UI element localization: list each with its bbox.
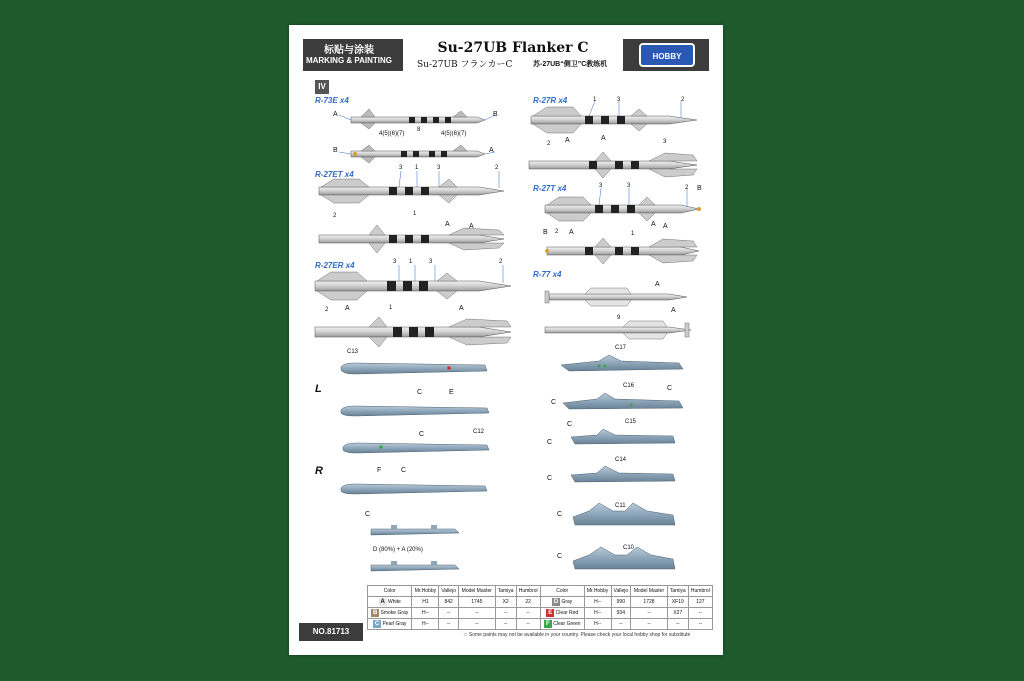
paint-mix-label: D (80%) + A (20%): [373, 547, 423, 553]
aircraft-subtitle-cn: 苏-27UB“侧卫”C教练机: [533, 61, 608, 68]
color-name: Clear Green: [553, 621, 581, 627]
color-cell: [540, 608, 584, 619]
group-label-r27r: R-27R x4: [533, 96, 568, 105]
humbrol-code: --: [688, 619, 712, 630]
header-mrhobby: Mr.Hobby: [412, 586, 439, 597]
color-name: Pearl Gray: [382, 621, 407, 627]
humbrol-code: --: [688, 608, 712, 619]
marker-3: 3: [437, 165, 441, 171]
missile-r27r-bottom: [529, 152, 697, 178]
marker-a: A: [565, 137, 570, 144]
marker-c: C: [567, 421, 573, 428]
header-modelmaster: Model Master: [631, 586, 668, 597]
part-label-c10: C10: [623, 545, 635, 551]
launcher-c17: [561, 355, 683, 371]
marker-9: 9: [617, 315, 621, 321]
vallejo-code: --: [611, 619, 631, 630]
marker-1: 1: [409, 259, 413, 265]
missile-r27et-top: [319, 179, 504, 203]
launcher-c14: [571, 466, 675, 482]
color-cell: [540, 597, 584, 608]
availability-note: ☆ Some paints may not be available in your country. Please check your local hobby shop for substitute: [463, 632, 691, 638]
marker-a: A: [459, 305, 464, 312]
side-right-label: R: [315, 465, 323, 477]
marker-c: C: [557, 553, 563, 560]
header-vallejo: Vallejo: [439, 586, 459, 597]
instruction-sheet: [289, 25, 723, 655]
modelmaster-code: --: [458, 619, 495, 630]
missile-r27t-bottom: [545, 238, 699, 264]
part-label-c13: C13: [347, 349, 359, 355]
marker-c: C: [667, 385, 673, 392]
mrhobby-code: H1: [412, 597, 439, 608]
marker-a: A: [345, 305, 350, 312]
header-tamiya: Tamiya: [495, 586, 516, 597]
marker-a: A: [651, 221, 656, 228]
marker-a: A: [671, 307, 676, 314]
color-cell: [368, 597, 412, 608]
part-label-c16: C16: [623, 383, 635, 389]
marker-a: A: [333, 111, 338, 118]
color-name: Smoke Gray: [380, 610, 409, 616]
marker-c: C: [547, 439, 553, 446]
tamiya-code: --: [667, 619, 688, 630]
parts-illustration: [289, 25, 723, 655]
marker-1: 1: [631, 231, 635, 237]
header-vallejo: Vallejo: [611, 586, 631, 597]
marker-2: 2: [333, 213, 337, 219]
tamiya-code: XF19: [667, 597, 688, 608]
modelmaster-code: 1745: [458, 597, 495, 608]
part-label-c12: C12: [473, 429, 485, 435]
marker-c: C: [365, 511, 371, 518]
marker-2: 2: [495, 165, 499, 171]
tamiya-code: --: [495, 619, 516, 630]
color-swatch: A: [380, 599, 385, 605]
humbrol-code: --: [516, 619, 540, 630]
header-tamiya: Tamiya: [667, 586, 688, 597]
part-label-c15: C15: [625, 419, 637, 425]
color-swatch: F: [544, 620, 552, 628]
marker-3: 3: [599, 183, 603, 189]
marker-b: B: [493, 111, 498, 118]
marker-3: 3: [617, 97, 621, 103]
group-label-r27er: R-27ER x4: [315, 261, 355, 270]
marker-c: C: [551, 399, 557, 406]
marker-c: C: [417, 389, 423, 396]
modelmaster-code: --: [458, 608, 495, 619]
group-label-r27t: R-27T x4: [533, 184, 567, 193]
part-label-c11: C11: [615, 503, 626, 509]
vallejo-code: --: [439, 608, 459, 619]
launcher-c16: [563, 393, 683, 409]
missile-r27et-bottom: [319, 225, 504, 253]
marker-2: 2: [685, 185, 689, 191]
rail-upper: [371, 525, 459, 535]
part-label-c14: C14: [615, 457, 627, 463]
tamiya-code: X2: [495, 597, 516, 608]
marker-b: B: [333, 147, 338, 154]
group-label-r73e: R-73E x4: [315, 96, 349, 105]
section-title-cn: 标贴与涂装: [324, 45, 374, 56]
launcher-c15: [571, 429, 675, 444]
mrhobby-code: H--: [412, 608, 439, 619]
group-label-r27et: R-27ET x4: [315, 170, 354, 179]
modelmaster-code: 1728: [631, 597, 668, 608]
header-mrhobby: Mr.Hobby: [584, 586, 611, 597]
color-name: Clear Red: [555, 610, 579, 616]
missile-r77-bottom: [545, 321, 691, 339]
modelmaster-code: --: [631, 619, 668, 630]
paint-table: [367, 585, 713, 630]
kit-number-badge: NO.81713: [299, 623, 363, 641]
missile-r27er-bottom: [315, 317, 511, 347]
marker-a: A: [655, 281, 660, 288]
color-cell: [368, 608, 412, 619]
marker-4567-b: 4(5)(6)(7): [441, 131, 467, 137]
marker-1: 1: [415, 165, 419, 171]
marker-3: 3: [627, 183, 631, 189]
marker-3: 3: [429, 259, 433, 265]
header-humbrol: Humbrol: [688, 586, 712, 597]
marker-a: A: [469, 223, 474, 230]
missile-r27r-top: [531, 107, 697, 133]
group-label-r77: R-77 x4: [533, 270, 562, 279]
vallejo-code: 990: [611, 597, 631, 608]
color-swatch: B: [372, 610, 378, 616]
marker-2: 2: [555, 229, 559, 235]
marker-3: 3: [663, 139, 667, 145]
marker-a: A: [569, 229, 574, 236]
marker-2: 2: [499, 259, 503, 265]
header-modelmaster: Model Master: [458, 586, 495, 597]
humbrol-code: 22: [516, 597, 540, 608]
color-name: Gray: [561, 599, 573, 605]
missile-r27t-top: [545, 197, 701, 221]
marker-a: A: [663, 223, 668, 230]
marker-f: F: [377, 467, 382, 474]
marker-1: 1: [593, 97, 597, 103]
mrhobby-code: H--: [584, 608, 611, 619]
section-title-en: MARKING & PAINTING: [305, 56, 393, 65]
marker-1: 1: [413, 211, 417, 217]
color-name: White: [388, 599, 401, 605]
missile-r27er-top: [315, 272, 511, 300]
mrhobby-code: H--: [412, 619, 439, 630]
tamiya-code: X27: [667, 608, 688, 619]
header-color: Color: [540, 586, 584, 597]
marker-c: C: [419, 431, 425, 438]
table-row: [368, 597, 713, 608]
humbrol-code: 127: [688, 597, 712, 608]
marker-c: C: [401, 467, 407, 474]
missile-r73e-top: [351, 109, 485, 129]
marker-4567: 4(5)(6)(7): [379, 131, 405, 137]
marker-3: 3: [393, 259, 397, 265]
pylon-c12: [343, 443, 489, 453]
table-header-row: [368, 586, 713, 597]
marker-3: 3: [399, 165, 403, 171]
modelmaster-code: --: [631, 608, 668, 619]
side-left-label: L: [315, 383, 322, 395]
vallejo-code: --: [439, 619, 459, 630]
pylon-right-mid: [341, 484, 487, 494]
marker-2: 2: [547, 141, 551, 147]
table-row: [368, 619, 713, 630]
mrhobby-code: H--: [584, 619, 611, 630]
missile-r73e-bottom: [351, 145, 485, 163]
marker-2: 2: [325, 307, 329, 313]
marker-1: 1: [389, 305, 393, 311]
marker-a: A: [489, 147, 494, 154]
header-humbrol: Humbrol: [516, 586, 540, 597]
aircraft-title: Su-27UB Flanker C: [437, 40, 589, 56]
part-label-c17: C17: [615, 345, 627, 351]
pylon-c13: [341, 363, 487, 374]
aircraft-subtitle-jp: Su-27UB フランカーC: [417, 60, 513, 70]
marker-b: B: [697, 185, 702, 192]
pylon-left-mid: [341, 406, 489, 416]
mrhobby-code: H--: [584, 597, 611, 608]
marker-a: A: [445, 221, 450, 228]
header-color: Color: [368, 586, 412, 597]
marker-c: C: [557, 511, 563, 518]
color-swatch: D: [553, 599, 559, 605]
table-row: [368, 608, 713, 619]
marker-e: E: [449, 389, 454, 396]
marker-c: C: [547, 475, 553, 482]
step-number: IV: [315, 80, 329, 94]
color-cell: [540, 619, 584, 630]
tamiya-code: --: [495, 608, 516, 619]
marker-8: 8: [417, 127, 421, 133]
color-cell: [368, 619, 412, 630]
vallejo-code: 934: [611, 608, 631, 619]
marker-a: A: [601, 135, 606, 142]
humbrol-code: --: [516, 608, 540, 619]
color-swatch: C: [374, 621, 380, 627]
color-swatch: E: [548, 610, 553, 616]
brand-logo: HOBBY BOSS: [639, 43, 695, 67]
rail-lower: [371, 561, 459, 571]
marker-b: B: [543, 229, 548, 236]
missile-r77-top: [545, 288, 687, 306]
marker-2: 2: [681, 97, 685, 103]
vallejo-code: 842: [439, 597, 459, 608]
